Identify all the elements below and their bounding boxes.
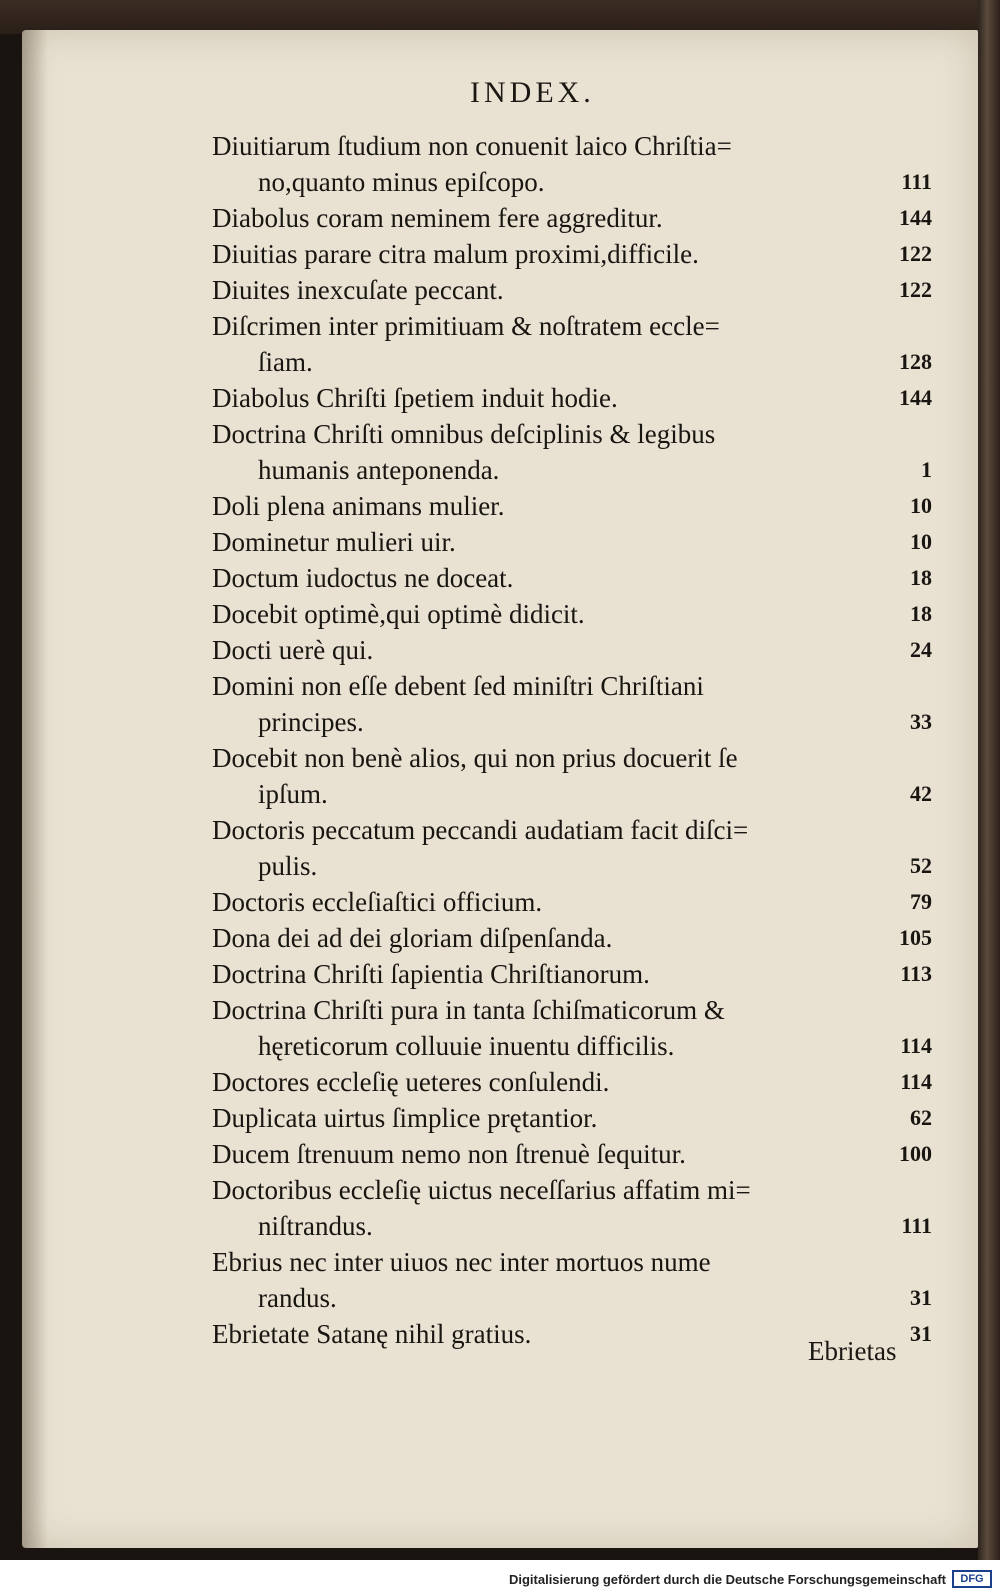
entry-text: Diuitias parare citra malum proximi,difficile. — [212, 239, 699, 269]
book-top-edge — [0, 0, 1000, 34]
page-number: 144 — [899, 385, 932, 410]
index-entry — [212, 200, 932, 236]
entry-text: Dominetur mulieri uir. — [212, 527, 456, 557]
index-entry — [212, 740, 932, 812]
entry-continuation: ſiam. — [258, 347, 313, 377]
page-number: 10 — [910, 493, 932, 518]
index-entry — [212, 884, 932, 920]
page-number: 122 — [899, 277, 932, 302]
catchword: Ebrietas — [808, 1336, 897, 1366]
entry-text: Diuites inexcuſate peccant. — [212, 275, 504, 305]
entry-text: Diabolus Chriſti ſpetiem induit hodie. — [212, 383, 618, 413]
page-number: 114 — [900, 1069, 932, 1094]
page-number: 33 — [910, 709, 932, 734]
entry-continuation: randus. — [258, 1283, 337, 1313]
page-number: 105 — [899, 925, 932, 950]
entry-text: Ebrietate Satanę nihil gratius. — [212, 1319, 532, 1349]
entry-continuation: pulis. — [258, 851, 318, 881]
entry-text: Doctoribus eccleſię uictus neceſſarius affatim mi= — [212, 1175, 751, 1205]
entry-text: Docti uerè qui. — [212, 635, 374, 665]
page-number: 31 — [910, 1321, 932, 1346]
entry-continuation: principes. — [258, 707, 364, 737]
page-gutter-shadow — [22, 30, 48, 1548]
page-number: 1 — [921, 457, 932, 482]
page-number: 10 — [910, 529, 932, 554]
page-number: 31 — [910, 1285, 932, 1310]
index-list — [212, 128, 932, 1352]
entry-text: Doctrina Chriſti pura in tanta ſchiſmaticorum & — [212, 995, 725, 1025]
entry-text: Ducem ſtrenuum nemo non ſtrenuè ſequitur. — [212, 1139, 686, 1169]
page-number: 111 — [901, 169, 932, 194]
index-entry — [212, 1100, 932, 1136]
entry-continuation: no,quanto minus epiſcopo. — [258, 167, 545, 197]
page-number: 111 — [901, 1213, 932, 1238]
entry-text: Diſcrimen inter primitiuam & noſtratem eccle= — [212, 311, 720, 341]
page-number: 79 — [910, 889, 932, 914]
index-entry — [212, 632, 932, 668]
page-number: 24 — [910, 637, 932, 662]
entry-continuation: niſtrandus. — [258, 1211, 373, 1241]
page-number: 100 — [899, 1141, 932, 1166]
entry-text: Dona dei ad dei gloriam diſpenſanda. — [212, 923, 613, 953]
page-header: INDEX. — [470, 76, 595, 109]
entry-text: Doctoris peccatum peccandi audatiam facit diſci= — [212, 815, 749, 845]
entry-continuation: hęreticorum colluuie inuentu difficilis. — [258, 1031, 675, 1061]
dfg-logo: DFG — [952, 1570, 992, 1588]
index-entry — [212, 812, 932, 884]
page-number: 144 — [899, 205, 932, 230]
footer-bar — [0, 1560, 1000, 1596]
page-number: 18 — [910, 565, 932, 590]
page-number: 42 — [910, 781, 932, 806]
index-entry — [212, 920, 932, 956]
page-number: 52 — [910, 853, 932, 878]
entry-continuation: humanis anteponenda. — [258, 455, 500, 485]
entry-text: Doctrina Chriſti omnibus deſciplinis & legibus — [212, 419, 716, 449]
entry-text: Diabolus coram neminem fere aggreditur. — [212, 203, 663, 233]
index-entry — [212, 992, 932, 1064]
index-entry — [212, 488, 932, 524]
page-number: 18 — [910, 601, 932, 626]
index-entry — [212, 1244, 932, 1316]
entry-text: Diuitiarum ſtudium non conuenit laico Chriſtia= — [212, 131, 732, 161]
index-entry — [212, 128, 932, 200]
index-entry — [212, 236, 932, 272]
page-number: 62 — [910, 1105, 932, 1130]
entry-text: Doctores eccleſię ueteres conſulendi. — [212, 1067, 610, 1097]
entry-text: Duplicata uirtus ſimplice prętantior. — [212, 1103, 598, 1133]
page-number: 122 — [899, 241, 932, 266]
index-entry — [212, 1136, 932, 1172]
index-entry — [212, 416, 932, 488]
index-entry — [212, 596, 932, 632]
book-fore-edge — [978, 0, 1000, 1560]
index-entry — [212, 524, 932, 560]
page-number: 128 — [899, 349, 932, 374]
index-entry — [212, 668, 932, 740]
funding-note: Digitalisierung gefördert durch die Deutsche Forschungsgemeinschaft — [508, 1572, 946, 1587]
index-entry — [212, 308, 932, 380]
entry-text: Domini non eſſe debent ſed miniſtri Chriſtiani — [212, 671, 704, 701]
entry-text: Doctoris eccleſiaſtici officium. — [212, 887, 543, 917]
index-entry — [212, 956, 932, 992]
entry-text: Doli plena animans mulier. — [212, 491, 505, 521]
entry-text: Docebit non benè alios, qui non prius docuerit ſe — [212, 743, 738, 773]
index-entry — [212, 380, 932, 416]
entry-text: Ebrius nec inter uiuos nec inter mortuos nume — [212, 1247, 711, 1277]
index-entry — [212, 1064, 932, 1100]
index-entry — [212, 1172, 932, 1244]
entry-text: Doctum iudoctus ne doceat. — [212, 563, 514, 593]
entry-text: Docebit optimè,qui optimè didicit. — [212, 599, 585, 629]
page-number: 113 — [900, 961, 932, 986]
entry-text: Doctrina Chriſti ſapientia Chriſtianorum. — [212, 959, 650, 989]
page-number: 114 — [900, 1033, 932, 1058]
index-entry — [212, 272, 932, 308]
index-entry — [212, 560, 932, 596]
entry-continuation: ipſum. — [258, 779, 328, 809]
